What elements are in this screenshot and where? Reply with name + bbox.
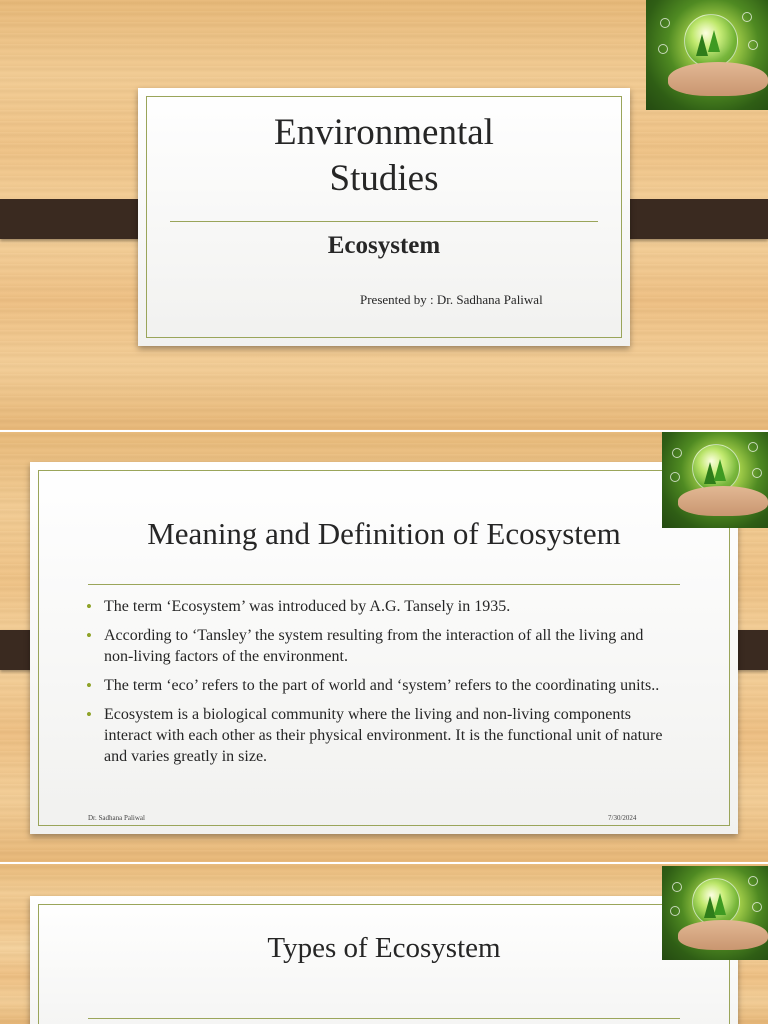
slide-title: Types of Ecosystem bbox=[267, 932, 501, 964]
content-card bbox=[30, 462, 738, 834]
main-title-line-2: Studies bbox=[329, 158, 439, 199]
title-divider bbox=[88, 584, 680, 585]
slide-3 bbox=[0, 864, 768, 1024]
title-divider bbox=[88, 1018, 680, 1019]
footer-author: Dr. Sadhana Paliwal bbox=[88, 814, 145, 822]
slide-1 bbox=[0, 0, 768, 430]
main-title bbox=[138, 110, 630, 202]
decor-band-right bbox=[612, 199, 768, 239]
footer-date: 7/30/2024 bbox=[608, 814, 637, 822]
bullet-item: • The term ‘Ecosystem’ was introduced by A.G. Tansely in 1935. bbox=[86, 596, 676, 617]
bullet-list bbox=[86, 596, 676, 775]
bullet-item: • Ecosystem is a biological community where the living and non-living components interact with each other as their physical environment. It is the functional unit of nature and varies greatly in size. bbox=[86, 704, 676, 767]
title-card bbox=[138, 88, 630, 346]
presenter: Presented by : Dr. Sadhana Paliwal bbox=[360, 292, 543, 307]
bullet-item: • The term ‘eco’ refers to the part of world and ‘system’ refers to the coordinating units.. bbox=[86, 675, 676, 696]
plant-globe-photo bbox=[646, 0, 768, 110]
subtitle: Ecosystem bbox=[327, 232, 441, 259]
title-divider bbox=[170, 221, 598, 222]
bullet-item: • According to ‘Tansley’ the system resulting from the interaction of all the living and non-living factors of the environment. bbox=[86, 625, 676, 667]
slide-2 bbox=[0, 432, 768, 862]
decor-band-left bbox=[0, 199, 156, 239]
main-title-line-1: Environmental bbox=[274, 112, 494, 153]
slide-title: Meaning and Definition of Ecosystem bbox=[147, 516, 621, 551]
content-card bbox=[30, 896, 738, 1024]
plant-globe-photo bbox=[662, 432, 768, 528]
plant-globe-photo bbox=[662, 866, 768, 960]
